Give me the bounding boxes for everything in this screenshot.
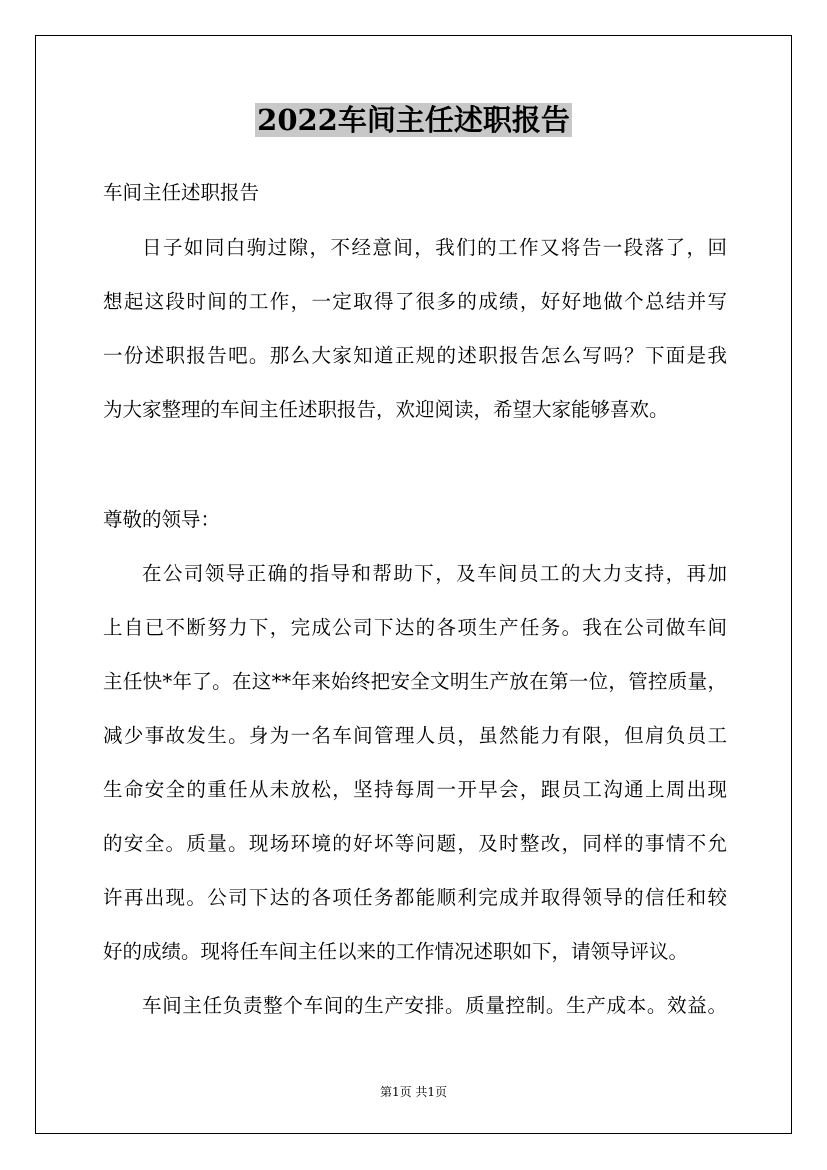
body-line-8: 好的成绩。现将任车间主任以来的工作情况述职如下，请领导评议。 [103,940,689,963]
body-line-6: 的安全。质量。现场环境的好坏等问题，及时整改，同样的事情不允 [103,832,727,855]
body-last-line: 车间主任负责整个车间的生产安排。质量控制。生产成本。效益。 [142,994,727,1017]
body-line-4: 减少事故发生。身为一名车间管理人员，虽然能力有限，但肩负员工 [103,724,727,747]
body-line-3: 主任快*年了。在这**年来始终把安全文明生产放在第一位，管控质量， [103,670,727,693]
document-title-text: 2022车间主任述职报告 [257,103,570,137]
document-title [0,100,827,140]
intro-line-3: 一份述职报告吧。那么大家知道正规的述职报告怎么写吗？下面是我 [103,344,727,367]
document-subtitle: 车间主任述职报告 [103,181,260,204]
intro-line-2: 想起这段时间的工作，一定取得了很多的成绩，好好地做个总结并写 [103,290,727,313]
body-line-2: 上自已不断努力下，完成公司下达的各项生产任务。我在公司做车间 [103,616,727,639]
page-number: 第1页 共1页 [379,1085,448,1099]
intro-line-1: 日子如同白驹过隙，不经意间，我们的工作又将告一段落了，回 [142,236,727,259]
body-line-7: 许再出现。公司下达的各项任务都能顺利完成并取得领导的信任和较 [103,886,727,909]
body-line-1: 在公司领导正确的指导和帮助下，及车间员工的大力支持，再加 [142,562,727,585]
body-line-5: 生命安全的重任从未放松，坚持每周一开早会，跟员工沟通上周出现 [103,778,727,801]
intro-line-4: 为大家整理的车间主任述职报告，欢迎阅读，希望大家能够喜欢。 [103,398,669,421]
salutation: 尊敬的领导： [103,508,221,531]
